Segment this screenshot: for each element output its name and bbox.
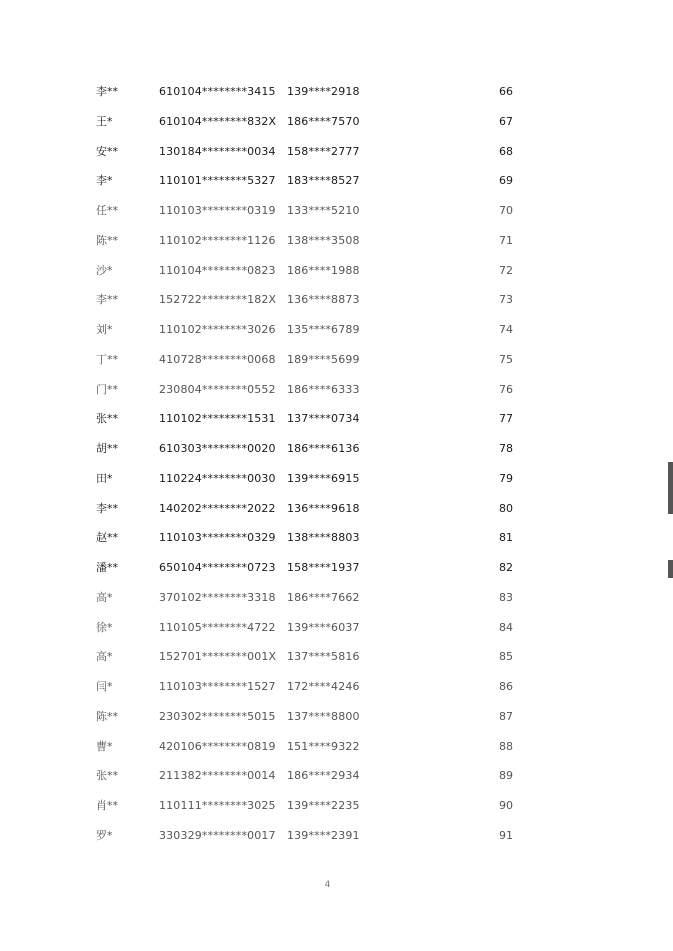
person-name: 闫* bbox=[96, 680, 113, 693]
phone-number: 186****7662 bbox=[287, 590, 360, 604]
id-number: 110103********1527 bbox=[159, 680, 276, 693]
person-name: 田* bbox=[96, 471, 113, 485]
serial-number: 74 bbox=[499, 323, 513, 336]
phone-number: 186****6333 bbox=[287, 382, 360, 396]
id-number: 211382********0014 bbox=[159, 769, 276, 783]
roster-row bbox=[0, 288, 673, 318]
id-number: 110102********1531 bbox=[159, 412, 276, 426]
phone-number: 139****6037 bbox=[287, 620, 360, 634]
id-number: 110101********5327 bbox=[159, 174, 276, 188]
person-name: 潘** bbox=[96, 561, 118, 574]
id-number: 230302********5015 bbox=[159, 709, 276, 723]
serial-number: 86 bbox=[499, 680, 513, 693]
serial-number: 91 bbox=[499, 828, 513, 842]
person-name: 徐* bbox=[96, 620, 113, 634]
id-number: 230804********0552 bbox=[159, 382, 276, 396]
person-name: 李* bbox=[96, 174, 113, 188]
id-number: 410728********0068 bbox=[159, 352, 276, 366]
phone-number: 139****6915 bbox=[287, 471, 360, 485]
person-name: 罗* bbox=[96, 828, 113, 842]
person-name: 刘* bbox=[96, 323, 113, 336]
roster-row bbox=[0, 378, 673, 408]
phone-number: 137****0734 bbox=[287, 412, 360, 426]
serial-number: 81 bbox=[499, 531, 513, 545]
serial-number: 80 bbox=[499, 501, 513, 515]
id-number: 140202********2022 bbox=[159, 501, 276, 515]
phone-number: 158****2777 bbox=[287, 144, 360, 158]
roster-row bbox=[0, 318, 673, 348]
phone-number: 135****6789 bbox=[287, 323, 360, 336]
serial-number: 87 bbox=[499, 709, 513, 723]
roster-row bbox=[0, 80, 673, 110]
roster-row bbox=[0, 764, 673, 794]
id-number: 610303********0020 bbox=[159, 442, 276, 455]
roster-row bbox=[0, 110, 673, 140]
phone-number: 136****9618 bbox=[287, 501, 360, 515]
person-name: 李** bbox=[96, 85, 118, 98]
person-name: 张** bbox=[96, 412, 118, 426]
serial-number: 73 bbox=[499, 293, 513, 307]
person-name: 高* bbox=[96, 650, 113, 664]
id-number: 110102********3026 bbox=[159, 323, 276, 336]
roster-list bbox=[0, 80, 673, 854]
id-number: 110111********3025 bbox=[159, 799, 276, 812]
roster-row bbox=[0, 259, 673, 289]
id-number: 370102********3318 bbox=[159, 590, 276, 604]
serial-number: 70 bbox=[499, 204, 513, 217]
roster-row bbox=[0, 526, 673, 556]
person-name: 陈** bbox=[96, 233, 118, 247]
person-name: 丁** bbox=[96, 352, 118, 366]
phone-number: 186****6136 bbox=[287, 442, 360, 455]
phone-number: 158****1937 bbox=[287, 561, 360, 574]
serial-number: 89 bbox=[499, 769, 513, 783]
id-number: 420106********0819 bbox=[159, 739, 276, 753]
phone-number: 183****8527 bbox=[287, 174, 360, 188]
serial-number: 66 bbox=[499, 85, 513, 98]
serial-number: 88 bbox=[499, 739, 513, 753]
person-name: 沙* bbox=[96, 263, 113, 277]
person-name: 任** bbox=[96, 204, 118, 217]
phone-number: 136****8873 bbox=[287, 293, 360, 307]
roster-row bbox=[0, 705, 673, 735]
roster-row bbox=[0, 348, 673, 378]
serial-number: 69 bbox=[499, 174, 513, 188]
id-number: 650104********0723 bbox=[159, 561, 276, 574]
person-name: 高* bbox=[96, 590, 113, 604]
roster-row bbox=[0, 407, 673, 437]
phone-number: 186****7570 bbox=[287, 114, 360, 128]
serial-number: 68 bbox=[499, 144, 513, 158]
phone-number: 133****5210 bbox=[287, 204, 360, 217]
person-name: 赵** bbox=[96, 531, 118, 545]
phone-number: 139****2235 bbox=[287, 799, 360, 812]
id-number: 110105********4722 bbox=[159, 620, 276, 634]
roster-row bbox=[0, 169, 673, 199]
id-number: 610104********3415 bbox=[159, 85, 276, 98]
serial-number: 85 bbox=[499, 650, 513, 664]
person-name: 李** bbox=[96, 501, 118, 515]
person-name: 胡** bbox=[96, 442, 118, 455]
roster-row bbox=[0, 735, 673, 765]
person-name: 曹* bbox=[96, 739, 113, 753]
roster-row bbox=[0, 616, 673, 646]
serial-number: 71 bbox=[499, 233, 513, 247]
person-name: 肖** bbox=[96, 799, 118, 812]
id-number: 330329********0017 bbox=[159, 828, 276, 842]
phone-number: 189****5699 bbox=[287, 352, 360, 366]
serial-number: 82 bbox=[499, 561, 513, 574]
roster-row bbox=[0, 794, 673, 824]
roster-row bbox=[0, 556, 673, 586]
roster-row bbox=[0, 229, 673, 259]
person-name: 李** bbox=[96, 293, 118, 307]
roster-row bbox=[0, 645, 673, 675]
phone-number: 172****4246 bbox=[287, 680, 360, 693]
scan-edge-mark bbox=[668, 462, 673, 514]
roster-row bbox=[0, 140, 673, 170]
roster-row bbox=[0, 437, 673, 467]
phone-number: 139****2391 bbox=[287, 828, 360, 842]
person-name: 王* bbox=[96, 114, 113, 128]
person-name: 张** bbox=[96, 769, 118, 783]
phone-number: 138****3508 bbox=[287, 233, 360, 247]
serial-number: 72 bbox=[499, 263, 513, 277]
phone-number: 139****2918 bbox=[287, 85, 360, 98]
phone-number: 138****8803 bbox=[287, 531, 360, 545]
serial-number: 84 bbox=[499, 620, 513, 634]
id-number: 110103********0319 bbox=[159, 204, 276, 217]
serial-number: 76 bbox=[499, 382, 513, 396]
id-number: 152701********001X bbox=[159, 650, 277, 664]
phone-number: 186****2934 bbox=[287, 769, 360, 783]
roster-row bbox=[0, 586, 673, 616]
person-name: 安** bbox=[96, 144, 118, 158]
id-number: 110103********0329 bbox=[159, 531, 276, 545]
id-number: 110102********1126 bbox=[159, 233, 276, 247]
roster-row bbox=[0, 675, 673, 705]
page-number: 4 bbox=[324, 880, 331, 890]
serial-number: 79 bbox=[499, 471, 513, 485]
phone-number: 151****9322 bbox=[287, 739, 360, 753]
id-number: 110224********0030 bbox=[159, 471, 276, 485]
serial-number: 77 bbox=[499, 412, 513, 426]
id-number: 610104********832X bbox=[159, 114, 277, 128]
person-name: 门** bbox=[96, 382, 118, 396]
phone-number: 137****5816 bbox=[287, 650, 360, 664]
serial-number: 90 bbox=[499, 799, 513, 812]
serial-number: 67 bbox=[499, 114, 513, 128]
roster-row bbox=[0, 497, 673, 527]
id-number: 152722********182X bbox=[159, 293, 277, 307]
scan-edge-mark bbox=[668, 560, 673, 578]
person-name: 陈** bbox=[96, 709, 118, 723]
id-number: 130184********0034 bbox=[159, 144, 276, 158]
roster-row bbox=[0, 467, 673, 497]
serial-number: 75 bbox=[499, 352, 513, 366]
roster-row bbox=[0, 199, 673, 229]
serial-number: 83 bbox=[499, 590, 513, 604]
phone-number: 186****1988 bbox=[287, 263, 360, 277]
id-number: 110104********0823 bbox=[159, 263, 276, 277]
roster-row bbox=[0, 824, 673, 854]
serial-number: 78 bbox=[499, 442, 513, 455]
phone-number: 137****8800 bbox=[287, 709, 360, 723]
